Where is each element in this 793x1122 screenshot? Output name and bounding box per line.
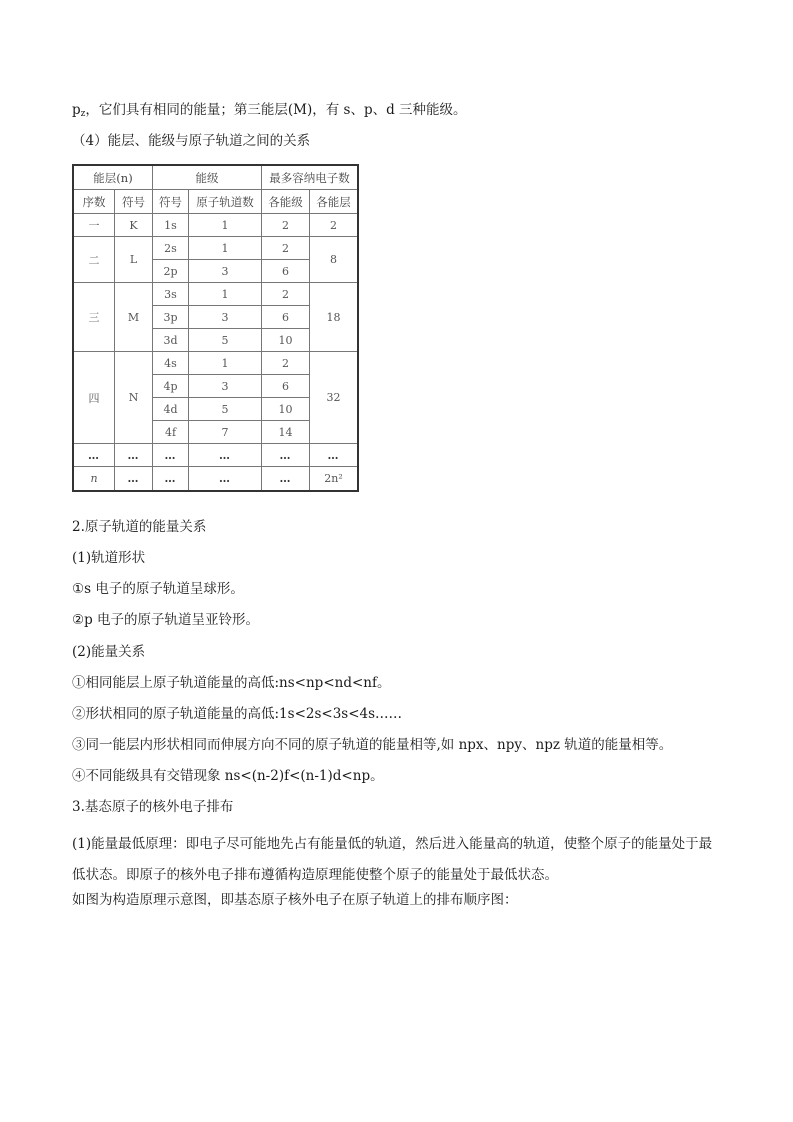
header-shell: 能层(n) [73, 165, 153, 190]
shell-seq: 一 [73, 214, 115, 237]
shell-seq: n [73, 467, 115, 491]
table-row [73, 237, 358, 260]
sub-heading: (1)轨道形状 [72, 550, 146, 566]
ellipsis-cell: … [153, 444, 189, 467]
level-electrons: 6 [262, 306, 310, 329]
orbital-count: 3 [189, 260, 262, 283]
level-electrons: 10 [262, 398, 310, 421]
level-electrons: 2 [262, 352, 310, 375]
level-electrons: … [262, 467, 310, 491]
level-electrons: 10 [262, 329, 310, 352]
paragraph-line: ①相同能层上原子轨道能量的高低:ns<np<nd<nf。 [72, 675, 391, 691]
header-level-symbol: 符号 [153, 190, 189, 214]
table-row [73, 352, 358, 375]
orbital-count: 1 [189, 214, 262, 237]
ellipsis-cell: … [73, 444, 115, 467]
level-electrons: 2 [262, 283, 310, 306]
orbital-count: 3 [189, 375, 262, 398]
shell-electrons: 2n² [310, 467, 359, 491]
level-electrons: 2 [262, 237, 310, 260]
shell-seq: 四 [73, 352, 115, 444]
level-symbol: 4d [153, 398, 189, 421]
shell-symbol: N [115, 352, 153, 444]
header-seq: 序数 [73, 190, 115, 214]
sub-heading: (2)能量关系 [72, 644, 146, 660]
p-symbol: p [72, 102, 81, 118]
intro-line-1-text: ，它们具有相同的能量；第三能层(M)，有 s、p、d 三种能级。 [85, 102, 467, 118]
shell-seq: 三 [73, 283, 115, 352]
level-symbol: 4s [153, 352, 189, 375]
ellipsis-cell: … [310, 444, 359, 467]
paragraph-line: ②p 电子的原子轨道呈亚铃形。 [72, 612, 260, 628]
shell-electrons: 32 [310, 352, 359, 444]
paragraph-line: ③同一能层内形状相同而伸展方向不同的原子轨道的能量相等,如 npx、npy、npz 轨道的能量相等。 [72, 737, 673, 753]
shell-electrons: 8 [310, 237, 359, 283]
orbital-count: 5 [189, 398, 262, 421]
paragraph-line: ④不同能级具有交错现象 ns<(n-2)f<(n-1)d<np。 [72, 768, 384, 784]
header-symbol: 符号 [115, 190, 153, 214]
header-max-electrons: 最多容纳电子数 [262, 165, 359, 190]
level-electrons: 14 [262, 421, 310, 444]
orbital-count: 7 [189, 421, 262, 444]
orbital-count: 1 [189, 237, 262, 260]
shell-level-orbital-table [72, 164, 359, 492]
section-heading: 2.原子轨道的能量关系 [72, 519, 207, 535]
header-per-shell: 各能层 [310, 190, 359, 214]
shell-symbol: … [115, 467, 153, 491]
level-electrons: 6 [262, 260, 310, 283]
level-symbol: 2s [153, 237, 189, 260]
level-symbol: 4p [153, 375, 189, 398]
shell-seq: 二 [73, 237, 115, 283]
orbital-count: … [189, 467, 262, 491]
table-row-n [73, 467, 358, 491]
intro-line-2: （4）能层、能级与原子轨道之间的关系 [72, 133, 311, 149]
shell-symbol: L [115, 237, 153, 283]
intro-line-1 [72, 101, 467, 123]
shell-electrons: 2 [310, 214, 359, 237]
level-symbol: 3p [153, 306, 189, 329]
table-row [73, 283, 358, 306]
header-level: 能级 [153, 165, 262, 190]
table-row [73, 214, 358, 237]
orbital-count: 5 [189, 329, 262, 352]
ellipsis-cell: … [262, 444, 310, 467]
section-heading: 3.基态原子的核外电子排布 [72, 799, 234, 815]
level-electrons: 6 [262, 375, 310, 398]
ellipsis-cell: … [189, 444, 262, 467]
header-orbital-count: 原子轨道数 [189, 190, 262, 214]
level-symbol: 2p [153, 260, 189, 283]
table-row-ellipsis [73, 444, 358, 467]
p-subscript: z [80, 109, 86, 119]
paragraph-line: ②形状相同的原子轨道能量的高低:1s<2s<3s<4s…… [72, 706, 403, 722]
shell-electrons: 18 [310, 283, 359, 352]
level-symbol: 1s [153, 214, 189, 237]
orbital-count: 1 [189, 352, 262, 375]
orbital-count: 3 [189, 306, 262, 329]
paragraph-block: (1)能量最低原理：即电子尽可能地先占有能量低的轨道，然后进入能量高的轨道，使整个原子的能量处于最低状态。即原子的核外电子排布遵循构造原理能使整个原子的能量处于最低状态。 [72, 836, 713, 883]
paragraph-line: ①s 电子的原子轨道呈球形。 [72, 581, 244, 597]
table-header-row-1 [73, 165, 358, 190]
table-header-row-2 [73, 190, 358, 214]
paragraph-line: 如图为构造原理示意图，即基态原子核外电子在原子轨道上的排布顺序图： [72, 892, 518, 908]
shell-symbol: K [115, 214, 153, 237]
header-per-level: 各能级 [262, 190, 310, 214]
level-symbol: 3d [153, 329, 189, 352]
level-symbol: 3s [153, 283, 189, 306]
level-electrons: 2 [262, 214, 310, 237]
shell-symbol: M [115, 283, 153, 352]
level-symbol: … [153, 467, 189, 491]
ellipsis-cell: … [115, 444, 153, 467]
orbital-count: 1 [189, 283, 262, 306]
level-symbol: 4f [153, 421, 189, 444]
